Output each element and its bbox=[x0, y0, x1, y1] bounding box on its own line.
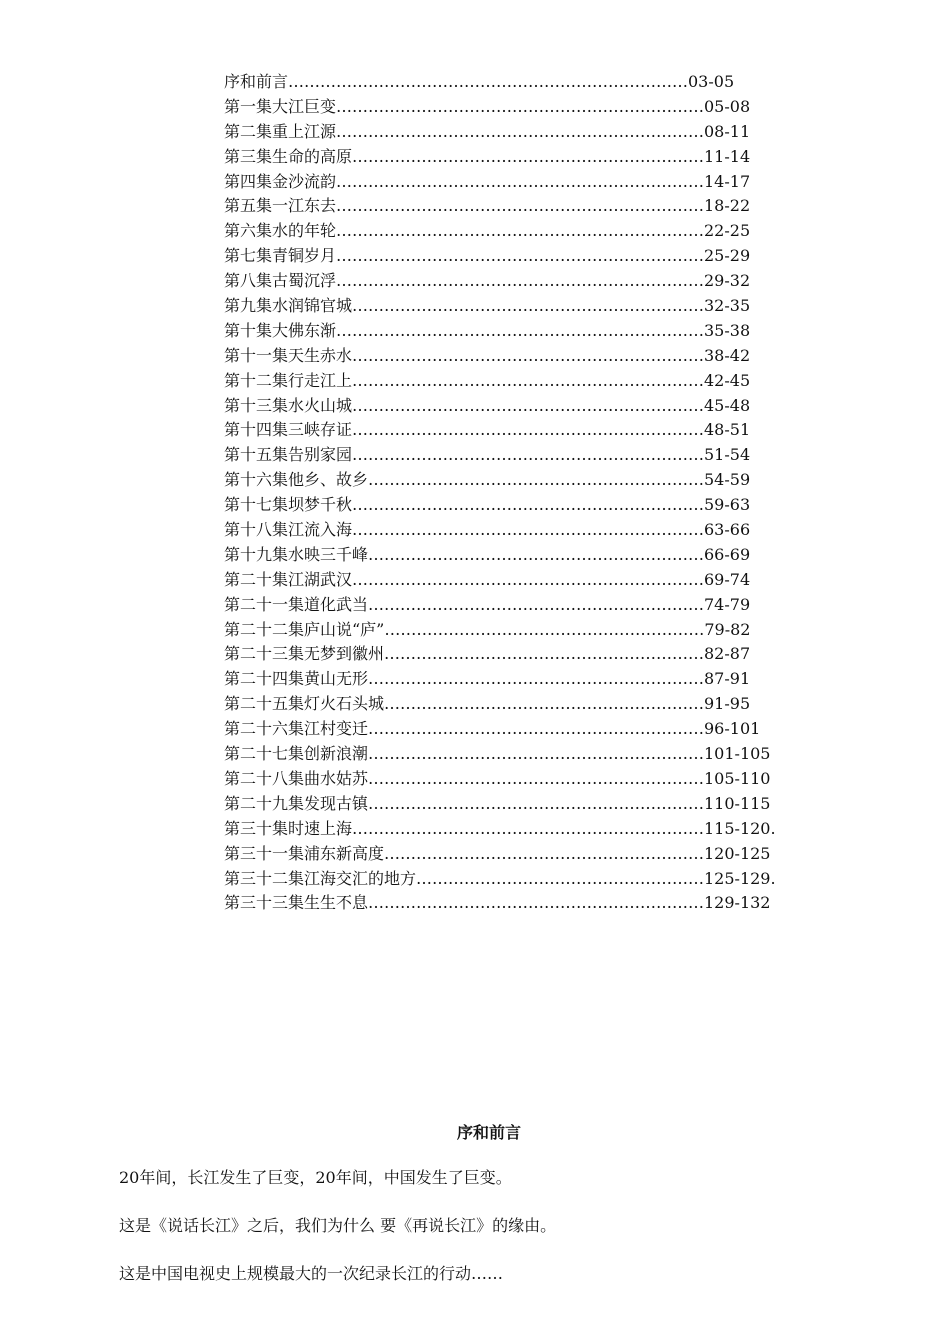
toc-entry: 第二十五集灯火石头城……………………………………………………91-95 bbox=[224, 694, 751, 714]
toc-entry: 第二十九集发现古镇………………………………………………………110-115 bbox=[224, 793, 771, 813]
toc-entry: 第五集一江东去……………………………………………………………18-22 bbox=[224, 196, 751, 216]
section-title: 序和前言 bbox=[456, 1123, 521, 1142]
toc-entry: 第十九集水映三千峰………………………………………………………66-69 bbox=[224, 544, 751, 564]
toc-entry: 第二十六集江村变迁………………………………………………………96-101 bbox=[224, 719, 761, 739]
toc-entry: 第三十二集江海交汇的地方………………………………………………125-129. bbox=[224, 868, 776, 888]
toc-entry: 第三十一集浦东新高度……………………………………………………120-125 bbox=[224, 843, 771, 863]
body-paragraph: 这是《说话长江》之后，我们为什么 要《再说长江》的缘由。 bbox=[119, 1216, 557, 1235]
toc-entry: 第十五集告别家园…………………………………………………………51-54 bbox=[224, 445, 751, 465]
toc-entry: 第十七集坝梦千秋…………………………………………………………59-63 bbox=[224, 495, 751, 515]
toc-entry: 第七集青铜岁月……………………………………………………………25-29 bbox=[224, 246, 751, 266]
section-body bbox=[119, 1166, 859, 1286]
toc-entry: 第十二集行走江上…………………………………………………………42-45 bbox=[224, 370, 751, 390]
toc-entry: 第三集生命的高原…………………………………………………………11-14 bbox=[224, 146, 751, 166]
toc-entry: 第六集水的年轮……………………………………………………………22-25 bbox=[224, 221, 751, 241]
toc-entry: 第二十四集黄山无形………………………………………………………87-91 bbox=[224, 669, 751, 689]
toc-entry: 第九集水润锦官城…………………………………………………………32-35 bbox=[224, 296, 751, 316]
toc-entry: 第十六集他乡、故乡………………………………………………………54-59 bbox=[224, 470, 751, 490]
toc-entry: 第二十八集曲水姑苏………………………………………………………105-110 bbox=[224, 768, 771, 788]
toc-entry: 第三十三集生生不息………………………………………………………129-132 bbox=[224, 893, 771, 913]
toc-entry: 第一集大江巨变……………………………………………………………05-08 bbox=[224, 96, 751, 116]
toc-entry: 第四集金沙流韵……………………………………………………………14-17 bbox=[224, 171, 751, 191]
toc-entry: 第二十七集创新浪潮………………………………………………………101-105 bbox=[224, 744, 771, 764]
toc-entry: 第二十一集道化武当………………………………………………………74-79 bbox=[224, 594, 751, 614]
toc-entry: 第十八集江流入海…………………………………………………………63-66 bbox=[224, 520, 751, 540]
toc-entry: 第八集古蜀沉浮……………………………………………………………29-32 bbox=[224, 271, 751, 291]
body-paragraph: 这是中国电视史上规模最大的一次纪录长江的行动…… bbox=[119, 1264, 504, 1283]
toc-entry: 第二集重上江源……………………………………………………………08-11 bbox=[224, 121, 751, 141]
toc-entry: 第十四集三峡存证…………………………………………………………48-51 bbox=[224, 420, 751, 440]
toc-entry: 第十集大佛东渐……………………………………………………………35-38 bbox=[224, 320, 751, 340]
preface-section bbox=[119, 1120, 859, 1310]
toc-entry: 第二十二集庐山说“庐”……………………………………………………79-82 bbox=[224, 619, 751, 639]
toc-entry: 序和前言…………………………………………………………………03-05 bbox=[224, 72, 735, 91]
toc-entry: 第十三集水火山城…………………………………………………………45-48 bbox=[224, 395, 751, 415]
toc-entry: 第三十集时速上海…………………………………………………………115-120. bbox=[224, 818, 776, 838]
table-of-contents bbox=[224, 70, 784, 916]
toc-entry: 第二十三集无梦到徽州……………………………………………………82-87 bbox=[224, 644, 751, 664]
toc-entry: 第二十集江湖武汉…………………………………………………………69-74 bbox=[224, 569, 751, 589]
toc-entry: 第十一集天生赤水…………………………………………………………38-42 bbox=[224, 345, 751, 365]
body-paragraph: 20年间，长江发生了巨变，20年间，中国发生了巨变。 bbox=[119, 1168, 512, 1187]
